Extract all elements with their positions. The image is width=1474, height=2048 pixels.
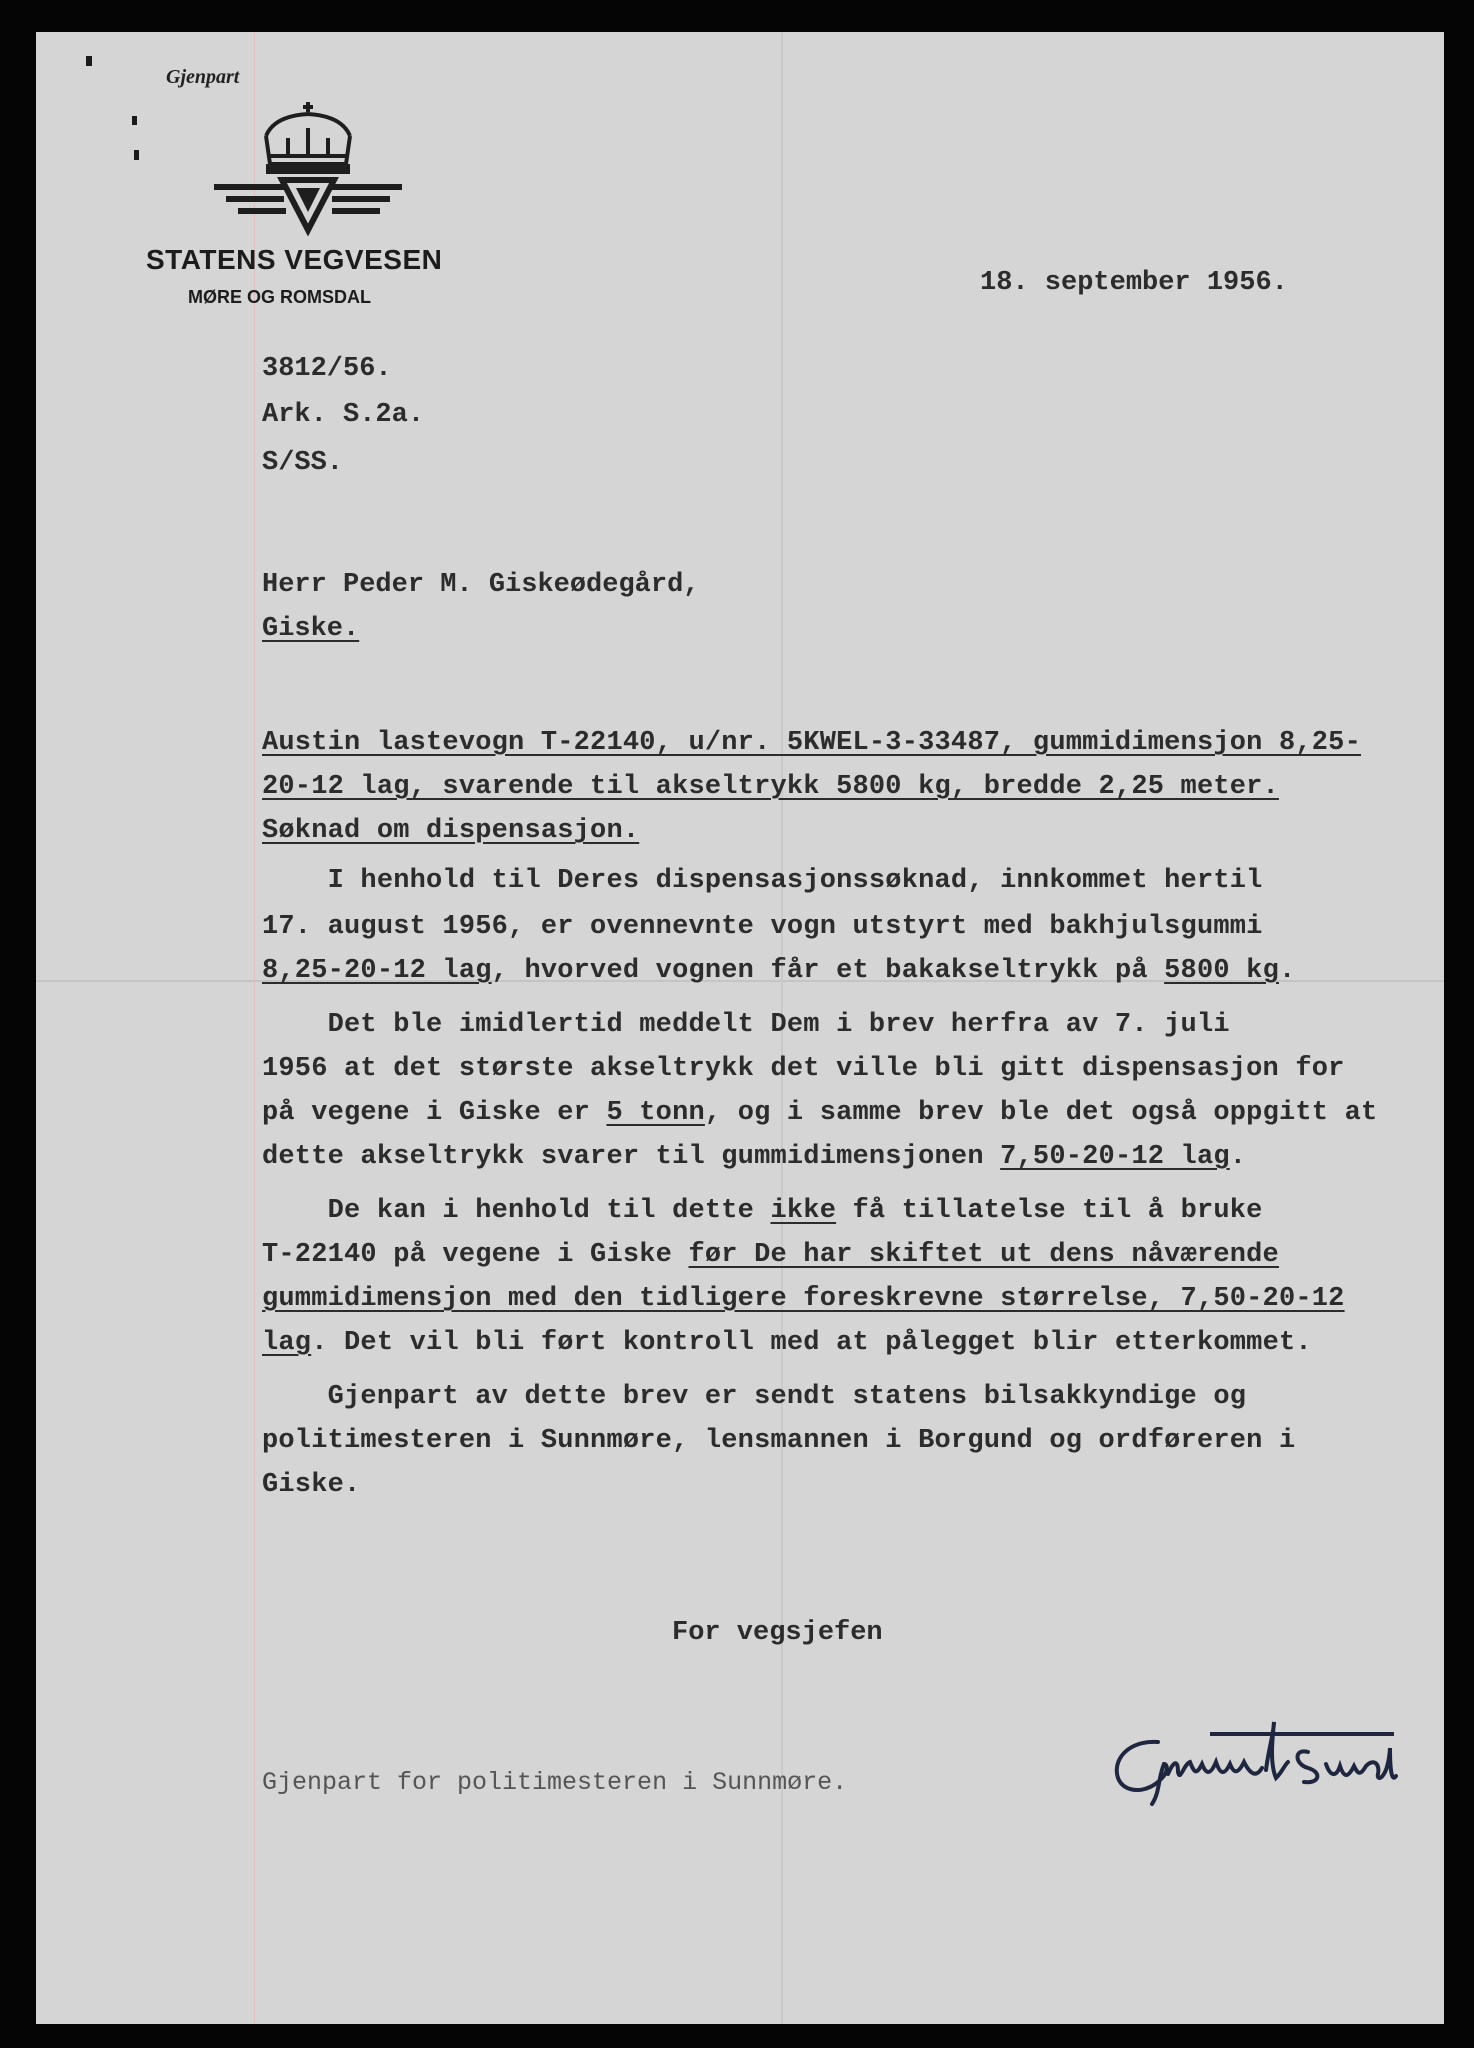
body-line: Det ble imidlertid meddelt Dem i brev herfra av 7. juli	[262, 1010, 1230, 1040]
subject-line: Søknad om dispensasjon.	[262, 816, 640, 846]
body-line: I henhold til Deres dispensasjonssøknad, innkommet hertil	[262, 866, 1263, 896]
recipient-name: Herr Peder M. Giskeødegård,	[262, 570, 700, 600]
ink-mark	[132, 116, 137, 125]
body-line: Giske.	[262, 1470, 361, 1500]
handwritten-signature	[1098, 1712, 1398, 1822]
body-line	[262, 956, 1295, 986]
body-line	[262, 1240, 1279, 1270]
body-text: T-22140 på vegene i Giske	[262, 1240, 689, 1270]
underlined-text: før De har skiftet ut dens nåværende	[688, 1240, 1279, 1270]
copy-mark: Gjenpart	[166, 66, 240, 88]
reference-archive: Ark. S.2a.	[262, 400, 425, 430]
body-line: gummidimensjon med den tidligere foreskrevne størrelse, 7,50-20-12	[262, 1284, 1345, 1314]
body-text: på vegene i Giske er	[262, 1098, 607, 1128]
recipient-place: Giske.	[262, 614, 360, 644]
copy-note: Gjenpart for politimesteren i Sunnmøre.	[262, 1768, 848, 1797]
body-text: .	[1229, 1142, 1247, 1172]
region-name: MØRE OG ROMSDAL	[188, 287, 371, 307]
body-line: Gjenpart av dette brev er sendt statens bilsakkyndige og	[262, 1382, 1247, 1412]
body-text: , hvorved vognen får et bakakseltrykk på	[491, 956, 1165, 986]
body-text: , og i samme brev ble det også oppgitt at	[704, 1098, 1378, 1128]
body-line: 17. august 1956, er ovennevnte vogn utstyrt med bakhjulsgummi	[262, 912, 1263, 942]
body-line: politimesteren i Sunnmøre, lensmannen i Borgund og ordføreren i	[262, 1426, 1296, 1456]
margin-line	[254, 32, 255, 2024]
underlined-text: 8,25-20-12 lag	[262, 956, 492, 986]
body-text: dette akseltrykk svarer til gummidimensjonen	[262, 1142, 1001, 1172]
underlined-text: 7,50-20-12 lag	[1000, 1142, 1230, 1172]
subject-line: Austin lastevogn T-22140, u/nr. 5KWEL-3-33487, gummidimensjon 8,25-	[262, 728, 1361, 758]
letter-sheet	[36, 32, 1444, 2024]
organization-name: STATENS VEGVESEN	[146, 244, 443, 275]
underlined-text: 5 tonn	[606, 1098, 705, 1128]
body-text: De kan i henhold til dette	[262, 1196, 771, 1226]
body-line	[262, 1196, 1263, 1226]
closing-line: For vegsjefen	[672, 1618, 883, 1648]
body-line: 1956 at det største akseltrykk det ville bli gitt dispensasjon for	[262, 1054, 1345, 1084]
body-line	[262, 1098, 1377, 1128]
subject-line: 20-12 lag, svarende til akseltrykk 5800 kg, bredde 2,25 meter.	[262, 772, 1279, 802]
crown-wheel-emblem-icon	[204, 98, 414, 238]
letter-date: 18. september 1956.	[980, 268, 1288, 298]
ink-mark	[134, 150, 139, 160]
underlined-text: lag	[262, 1328, 312, 1358]
body-text: få tillatelse til å bruke	[836, 1196, 1263, 1226]
ink-mark	[86, 56, 92, 66]
body-text: . Det vil bli ført kontroll med at pålegget blir etterkommet.	[311, 1328, 1312, 1358]
underlined-text: 5800 kg	[1164, 956, 1279, 986]
underlined-text: ikke	[770, 1196, 837, 1226]
reference-initials: S/SS.	[262, 448, 344, 478]
body-line	[262, 1142, 1246, 1172]
reference-journal-number: 3812/56.	[262, 354, 392, 384]
body-text: .	[1278, 956, 1296, 986]
body-line	[262, 1328, 1312, 1358]
